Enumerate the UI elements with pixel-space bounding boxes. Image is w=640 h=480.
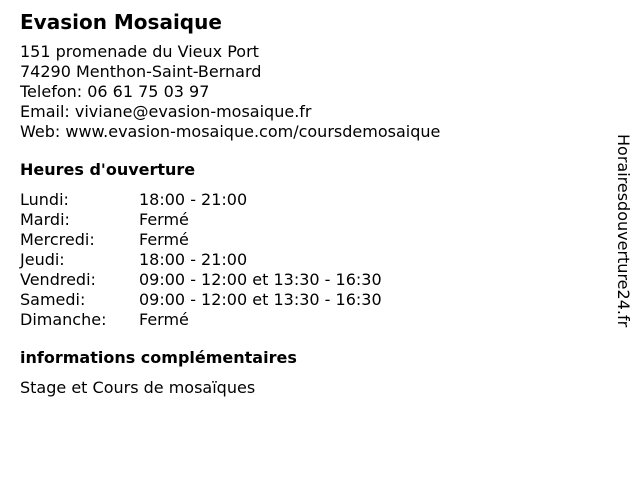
opening-hours-heading: Heures d'ouverture xyxy=(20,160,196,179)
hours-row-tuesday xyxy=(20,210,600,230)
street-address: 151 promenade du Vieux Port xyxy=(20,42,259,61)
hours-value: Fermé xyxy=(139,210,189,229)
hours-row-friday xyxy=(20,270,600,290)
hours-day: Mardi: xyxy=(20,210,70,229)
hours-row-thursday xyxy=(20,250,600,270)
hours-row-wednesday xyxy=(20,230,600,250)
watermark-label: Horairesdouverture24.fr xyxy=(614,134,633,328)
city-address: 74290 Menthon-Saint-Bernard xyxy=(20,62,262,81)
hours-day: Samedi: xyxy=(20,290,86,309)
hours-value: 09:00 - 12:00 et 13:30 - 16:30 xyxy=(139,290,382,309)
opening-hours-table xyxy=(20,190,600,330)
hours-row-saturday xyxy=(20,290,600,310)
hours-day: Mercredi: xyxy=(20,230,95,249)
hours-day: Dimanche: xyxy=(20,310,107,329)
hours-value: 18:00 - 21:00 xyxy=(139,250,248,269)
hours-row-monday xyxy=(20,190,600,210)
hours-row-sunday xyxy=(20,310,600,330)
hours-day: Jeudi: xyxy=(20,250,65,269)
hours-day: Vendredi: xyxy=(20,270,96,289)
web-line: Web: www.evasion-mosaique.com/coursdemosaique xyxy=(20,122,441,141)
hours-value: Fermé xyxy=(139,230,189,249)
phone-line: Telefon: 06 61 75 03 97 xyxy=(20,82,210,101)
hours-value: 09:00 - 12:00 et 13:30 - 16:30 xyxy=(139,270,382,289)
email-line: Email: viviane@evasion-mosaique.fr xyxy=(20,102,312,121)
business-card xyxy=(20,10,600,398)
additional-info-heading: informations complémentaires xyxy=(20,348,297,367)
hours-day: Lundi: xyxy=(20,190,69,209)
additional-info-text: Stage et Cours de mosaïques xyxy=(20,378,256,397)
hours-value: Fermé xyxy=(139,310,189,329)
hours-value: 18:00 - 21:00 xyxy=(139,190,248,209)
business-name: Evasion Mosaique xyxy=(20,10,222,34)
